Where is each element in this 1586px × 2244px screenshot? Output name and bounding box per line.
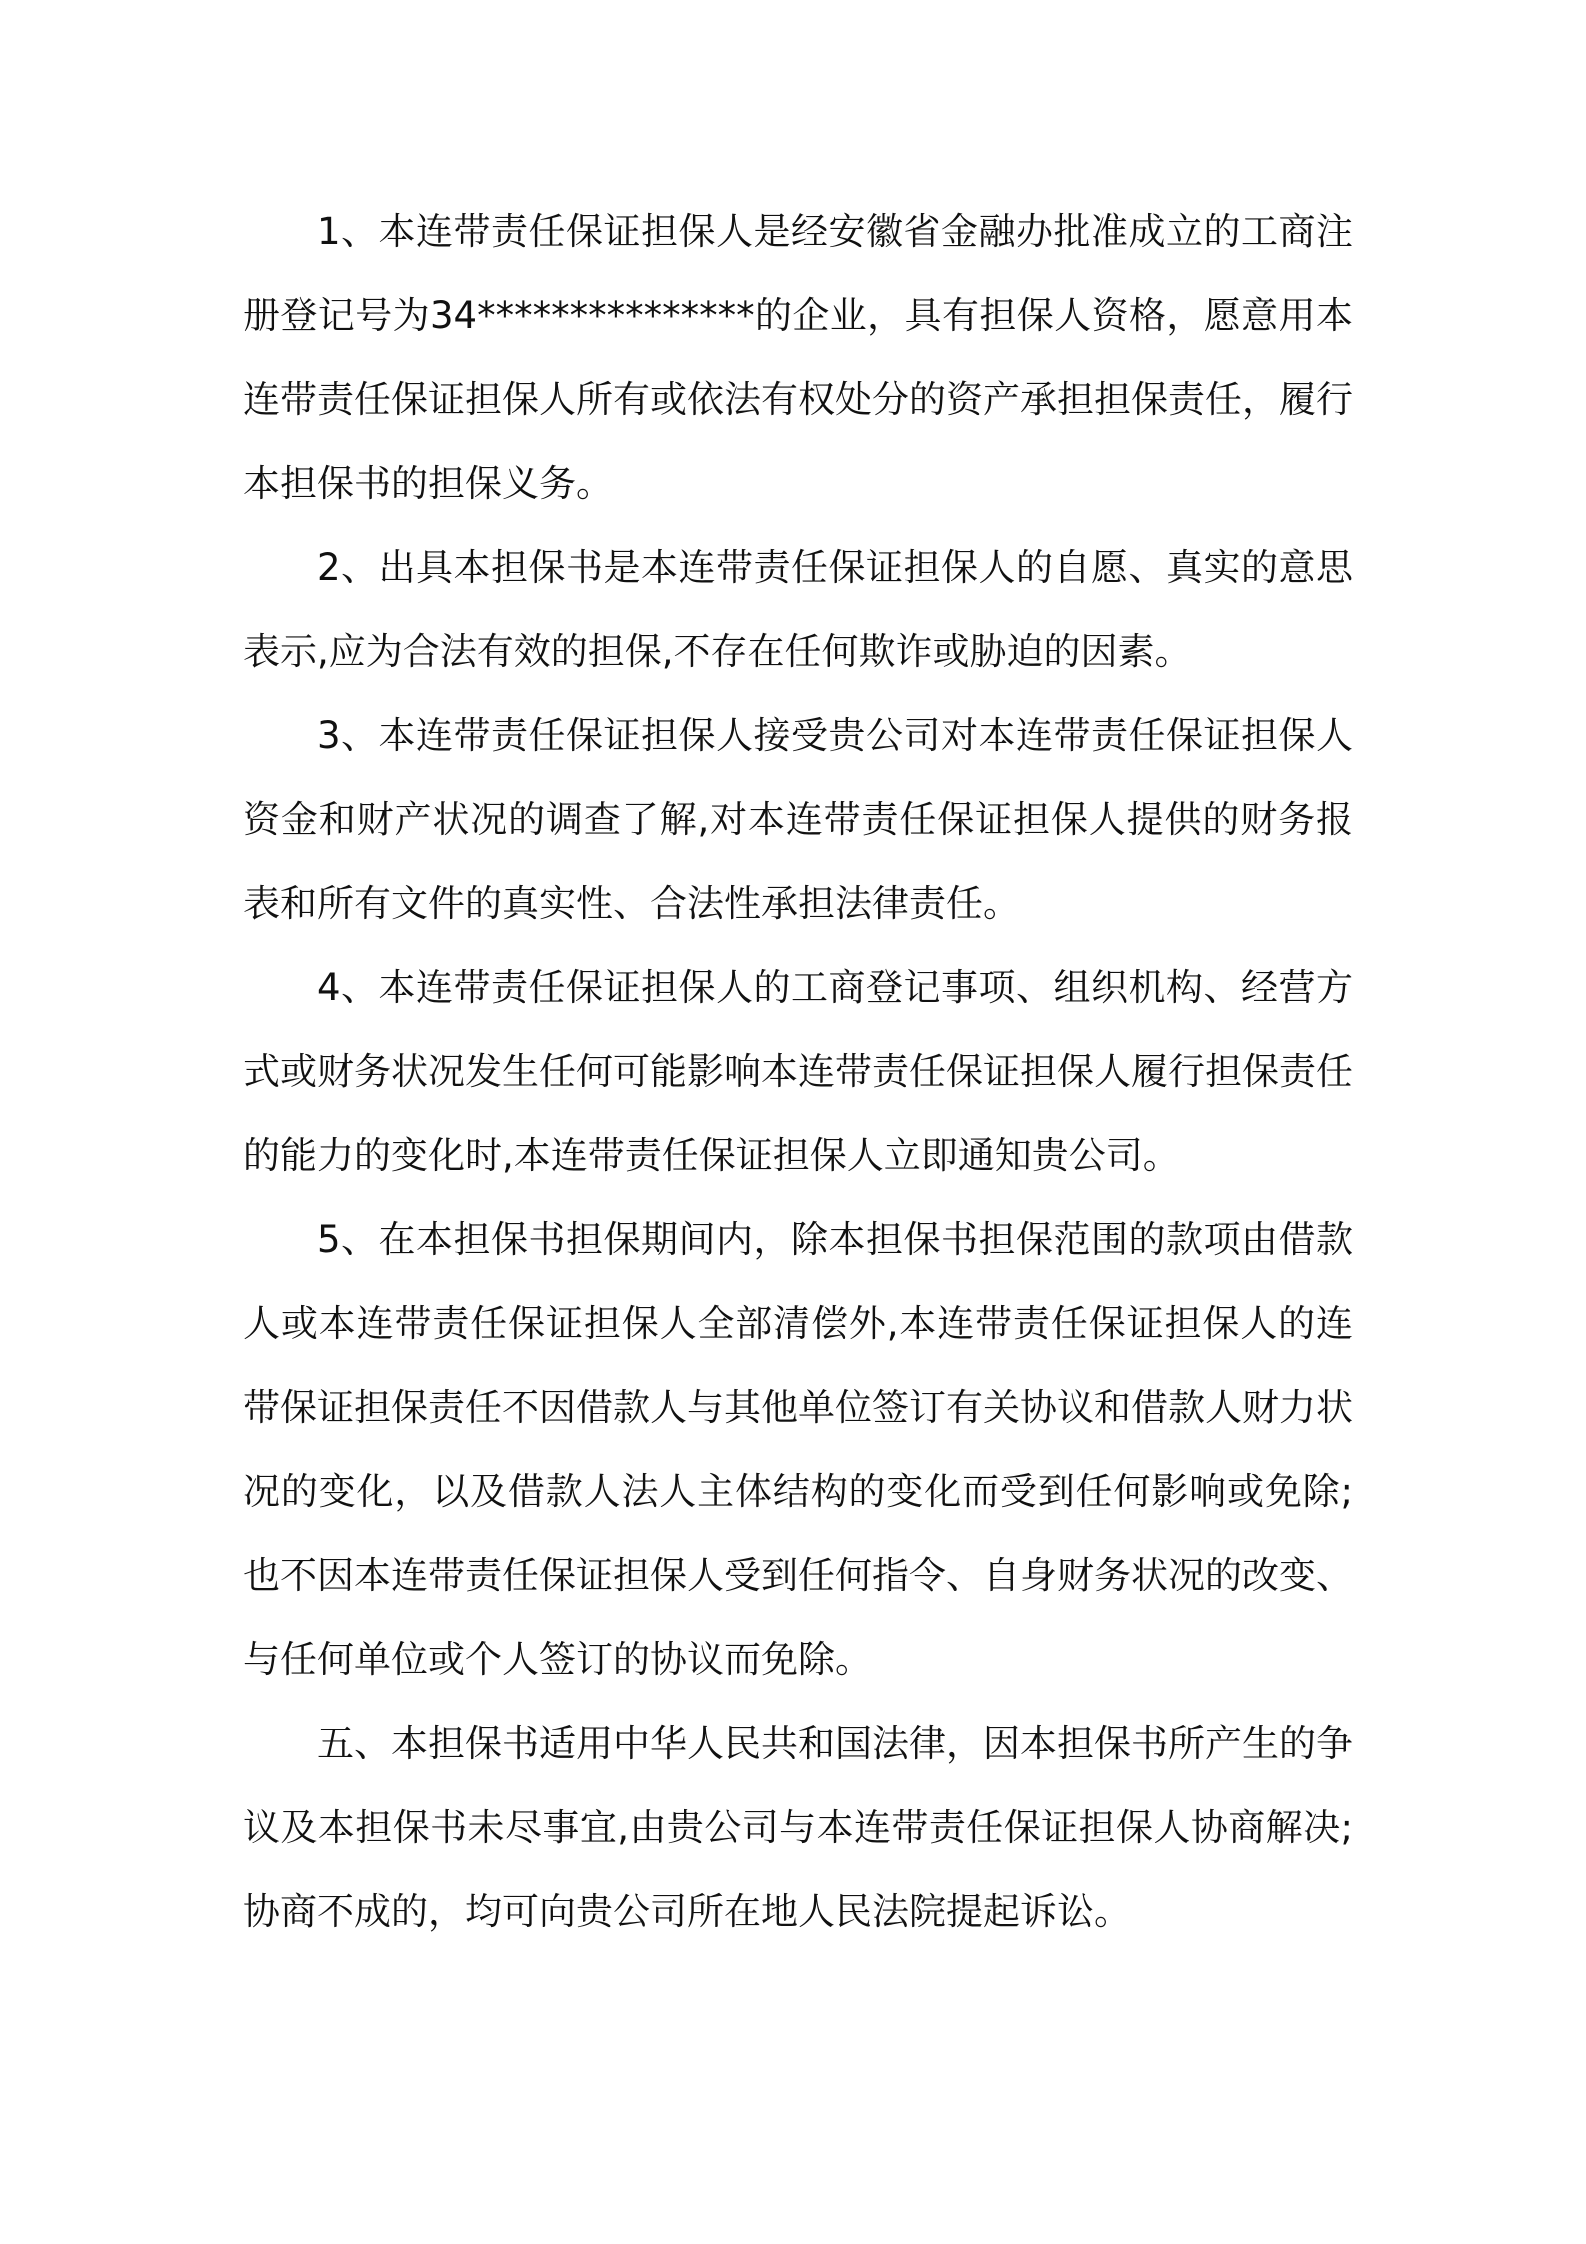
clause-4-paragraph: 4、本连带责任保证担保人的工商登记事项、组织机构、经营方式或财务状况发生任何可能影响本连带责任保证担保人履行担保责任的能力的变化时,本连带责任保证担保人立即通知贵公司。 <box>243 966 1353 1177</box>
section-5-governing-law-paragraph: 五、本担保书适用中华人民共和国法律，因本担保书所产生的争议及本担保书未尽事宜,由贵公司与本连带责任保证担保人协商解决;协商不成的，均可向贵公司所在地人民法院提起诉讼。 <box>243 1722 1353 1933</box>
document-body <box>243 190 1353 1954</box>
clause-5-paragraph: 5、在本担保书担保期间内，除本担保书担保范围的款项由借款人或本连带责任保证担保人全部清偿外,本连带责任保证担保人的连带保证担保责任不因借款人与其他单位签订有关协议和借款人财力状况的变化，以及借款人法人主体结构的变化而受到任何影响或免除;也不因本连带责任保证担保人受到任何指令、自身财务状况的改变、与任何单位或个人签订的协议而免除。 <box>243 1218 1353 1681</box>
clause-1-paragraph: 1、本连带责任保证担保人是经安徽省金融办批准成立的工商注册登记号为34***************的企业，具有担保人资格，愿意用本连带责任保证担保人所有或依法有权处分的资产承担担保责任，履行本担保书的担保义务。 <box>243 210 1353 505</box>
clause-2-paragraph: 2、出具本担保书是本连带责任保证担保人的自愿、真实的意思表示,应为合法有效的担保,不存在任何欺诈或胁迫的因素。 <box>243 546 1353 673</box>
clause-3-paragraph: 3、本连带责任保证担保人接受贵公司对本连带责任保证担保人资金和财产状况的调查了解,对本连带责任保证担保人提供的财务报表和所有文件的真实性、合法性承担法律责任。 <box>243 714 1353 925</box>
